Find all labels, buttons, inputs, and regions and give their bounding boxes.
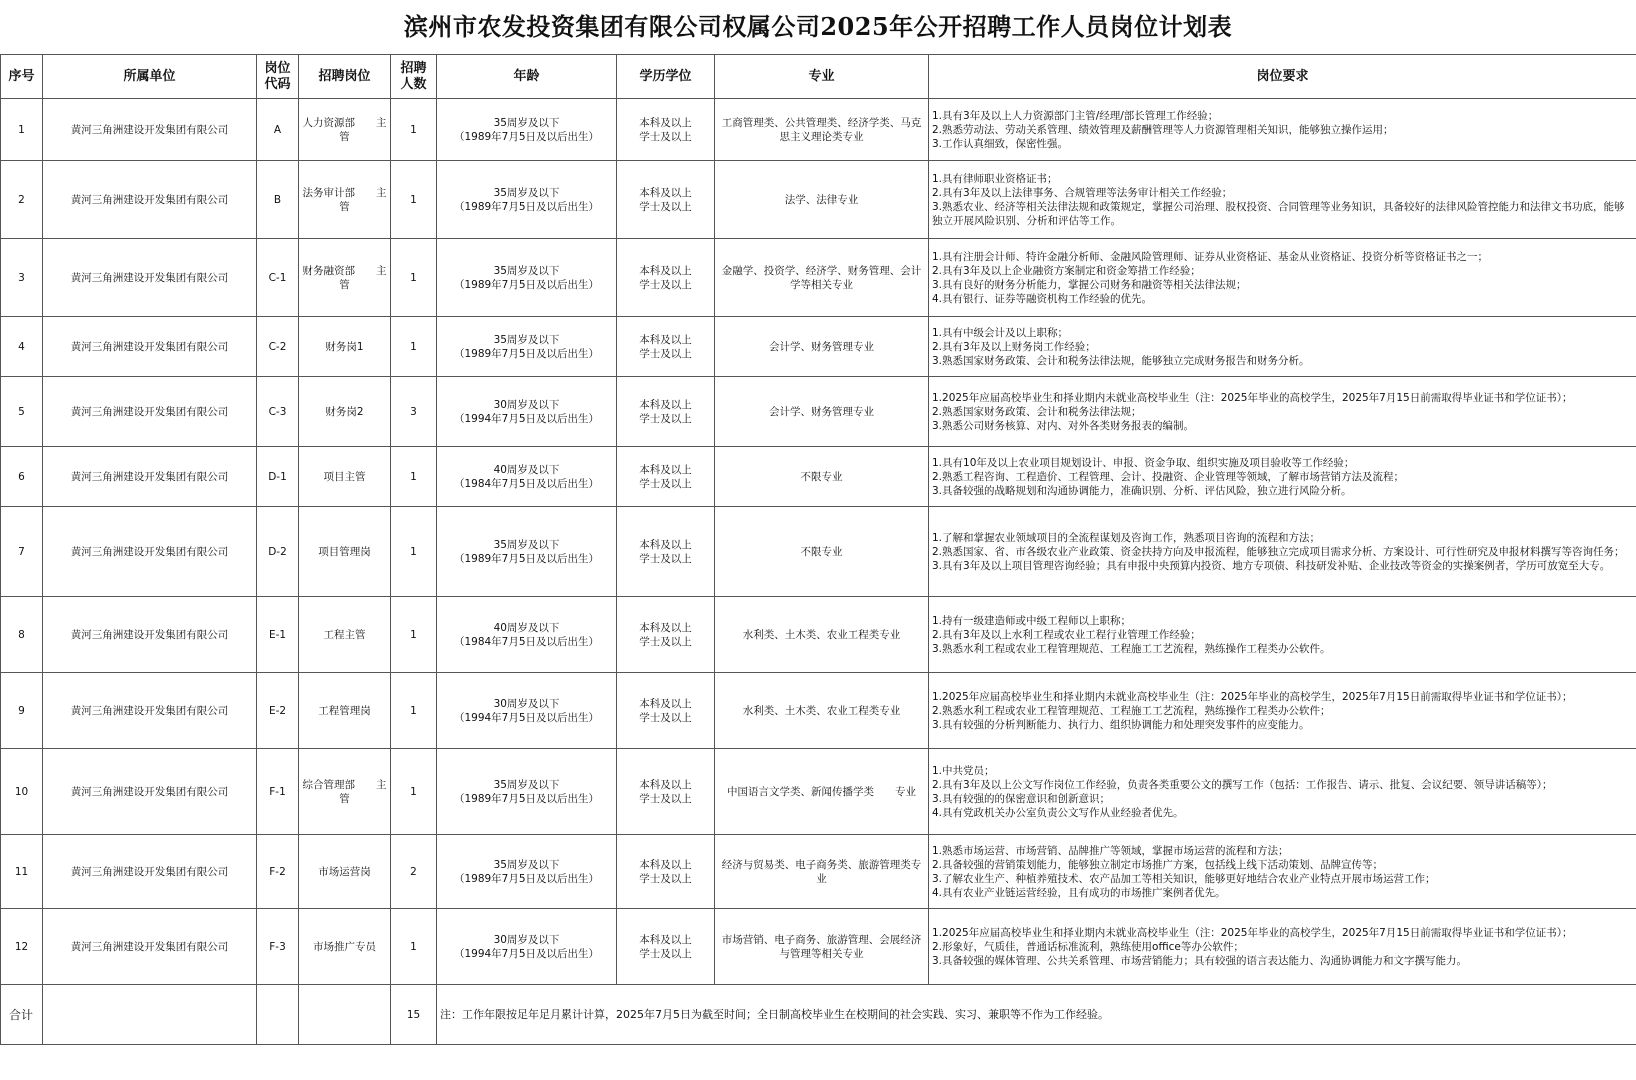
cell-education: 本科及以上 学士及以上 <box>617 161 715 239</box>
cell-requirements <box>929 99 1636 161</box>
header-position: 招聘岗位 <box>299 55 391 99</box>
cell-count: 1 <box>391 317 437 377</box>
total-count: 15 <box>391 985 437 1045</box>
cell-unit: 黄河三角洲建设开发集团有限公司 <box>43 317 257 377</box>
cell-code: F-2 <box>257 835 299 909</box>
cell-requirements <box>929 377 1636 447</box>
requirement-line: 3.具有3年及以上项目管理咨询经验；具有申报中央预算内投资、地方专项债、科技研发补贴、企业技改等资金的实操案例者，学历可放宽至大专。 <box>932 559 1611 572</box>
cell-position: 财务岗1 <box>299 317 391 377</box>
requirement-line: 1.具有3年及以上人力资源部门主管/经理/部长管理工作经验； <box>932 109 1219 122</box>
cell-seq: 1 <box>1 99 43 161</box>
total-empty-unit <box>43 985 257 1045</box>
header-unit: 所属单位 <box>43 55 257 99</box>
cell-major: 不限专业 <box>715 507 929 597</box>
table-row <box>1 597 1636 673</box>
cell-count: 1 <box>391 673 437 749</box>
requirement-line: 1.熟悉市场运营、市场营销、品牌推广等领域，掌握市场运营的流程和方法； <box>932 844 1289 857</box>
cell-unit: 黄河三角洲建设开发集团有限公司 <box>43 239 257 317</box>
cell-count: 1 <box>391 99 437 161</box>
cell-code: C-3 <box>257 377 299 447</box>
requirement-line: 2.具有3年及以上财务岗工作经验； <box>932 340 1096 353</box>
requirement-line: 2.具有3年及以上企业融资方案制定和资金筹措工作经验； <box>932 264 1201 277</box>
cell-major: 水利类、土木类、农业工程类专业 <box>715 597 929 673</box>
requirement-line: 1.2025年应届高校毕业生和择业期内未就业高校毕业生（注：2025年毕业的高校学生，2025年7月15日前需取得毕业证书和学位证书）； <box>932 391 1573 404</box>
requirement-line: 2.熟悉劳动法、劳动关系管理、绩效管理及薪酬管理等人力资源管理相关知识，能够独立操作运用； <box>932 123 1394 136</box>
requirement-line: 2.具有3年及以上法律事务、合规管理等法务审计相关工作经验； <box>932 186 1233 199</box>
cell-position: 工程主管 <box>299 597 391 673</box>
cell-major: 金融学、投资学、经济学、财务管理、会计学等相关专业 <box>715 239 929 317</box>
recruitment-table <box>0 54 1636 1045</box>
cell-major: 法学、法律专业 <box>715 161 929 239</box>
requirement-line: 3.具有较强的的保密意识和创新意识； <box>932 792 1111 805</box>
cell-unit: 黄河三角洲建设开发集团有限公司 <box>43 673 257 749</box>
cell-age: 35周岁及以下 （1989年7月5日及以后出生） <box>437 99 617 161</box>
cell-major: 不限专业 <box>715 447 929 507</box>
cell-requirements <box>929 597 1636 673</box>
cell-code: C-1 <box>257 239 299 317</box>
total-empty-position <box>299 985 391 1045</box>
cell-seq: 8 <box>1 597 43 673</box>
cell-seq: 2 <box>1 161 43 239</box>
requirement-line: 3.了解农业生产、种植养殖技术、农产品加工等相关知识，能够更好地结合农业产业特点开展市场运营工作； <box>932 872 1436 885</box>
cell-education: 本科及以上 学士及以上 <box>617 597 715 673</box>
cell-education: 本科及以上 学士及以上 <box>617 909 715 985</box>
cell-age: 40周岁及以下 （1984年7月5日及以后出生） <box>437 447 617 507</box>
cell-major: 中国语言文学类、新闻传播学类 专业 <box>715 749 929 835</box>
cell-unit: 黄河三角洲建设开发集团有限公司 <box>43 835 257 909</box>
requirement-line: 2.熟悉工程咨询、工程造价、工程管理、会计、投融资、企业管理等领域，了解市场营销方法及流程； <box>932 470 1405 483</box>
requirement-line: 1.中共党员； <box>932 764 995 777</box>
cell-age: 30周岁及以下 （1994年7月5日及以后出生） <box>437 673 617 749</box>
header-age: 年龄 <box>437 55 617 99</box>
header-requirements: 岗位要求 <box>929 55 1636 99</box>
cell-major: 经济与贸易类、电子商务类、旅游管理类专业 <box>715 835 929 909</box>
cell-major: 市场营销、电子商务、旅游管理、会展经济与管理等相关专业 <box>715 909 929 985</box>
cell-education: 本科及以上 学士及以上 <box>617 673 715 749</box>
requirement-line: 1.具有律师职业资格证书； <box>932 172 1058 185</box>
header-row <box>1 55 1636 99</box>
requirement-line: 2.具有3年及以上水利工程或农业工程行业管理工作经验； <box>932 628 1201 641</box>
cell-code: F-3 <box>257 909 299 985</box>
requirement-line: 1.具有10年及以上农业项目规划设计、申报、资金争取、组织实施及项目验收等工作经验； <box>932 456 1355 469</box>
total-empty-code <box>257 985 299 1045</box>
requirement-line: 3.具有较强的分析判断能力、执行力、组织协调能力和处理突发事件的应变能力。 <box>932 718 1310 731</box>
cell-count: 3 <box>391 377 437 447</box>
cell-position: 综合管理部 主管 <box>299 749 391 835</box>
cell-unit: 黄河三角洲建设开发集团有限公司 <box>43 597 257 673</box>
total-note: 注：工作年限按足年足月累计计算，2025年7月5日为截至时间；全日制高校毕业生在校期间的社会实践、实习、兼职等不作为工作经验。 <box>437 985 1636 1045</box>
table-row <box>1 161 1636 239</box>
cell-major: 水利类、土木类、农业工程类专业 <box>715 673 929 749</box>
cell-position: 市场运营岗 <box>299 835 391 909</box>
requirement-line: 3.熟悉农业、经济等相关法律法规和政策规定，掌握公司治理、股权投资、合同管理等业务知识，具备较好的法律风险管控能力和法律文书功底，能够独立开展风险识别、分析和评估等工作。 <box>932 200 1625 227</box>
cell-requirements <box>929 909 1636 985</box>
cell-education: 本科及以上 学士及以上 <box>617 317 715 377</box>
requirement-line: 2.熟悉国家、省、市各级农业产业政策、资金扶持方向及申报流程，能够独立完成项目需求分析、方案设计、可行性研究及申报材料撰写等咨询任务； <box>932 545 1625 558</box>
cell-position: 财务岗2 <box>299 377 391 447</box>
cell-seq: 11 <box>1 835 43 909</box>
table-row <box>1 909 1636 985</box>
cell-unit: 黄河三角洲建设开发集团有限公司 <box>43 507 257 597</box>
cell-age: 40周岁及以下 （1984年7月5日及以后出生） <box>437 597 617 673</box>
cell-code: E-1 <box>257 597 299 673</box>
cell-requirements <box>929 835 1636 909</box>
header-seq: 序号 <box>1 55 43 99</box>
cell-position: 财务融资部 主管 <box>299 239 391 317</box>
cell-position: 人力资源部 主管 <box>299 99 391 161</box>
cell-age: 35周岁及以下 （1989年7月5日及以后出生） <box>437 161 617 239</box>
cell-seq: 4 <box>1 317 43 377</box>
table-row <box>1 835 1636 909</box>
cell-age: 35周岁及以下 （1989年7月5日及以后出生） <box>437 507 617 597</box>
requirement-line: 1.具有注册会计师、特许金融分析师、金融风险管理师、证券从业资格证、基金从业资格证、投资分析等资格证书之一； <box>932 250 1489 263</box>
cell-unit: 黄河三角洲建设开发集团有限公司 <box>43 377 257 447</box>
total-label: 合计 <box>1 985 43 1045</box>
requirement-line: 3.具备较强的媒体管理、公共关系管理、市场营销能力；具有较强的语言表达能力、沟通协调能力和文字撰写能力。 <box>932 954 1468 967</box>
cell-position: 市场推广专员 <box>299 909 391 985</box>
table-row <box>1 99 1636 161</box>
cell-requirements <box>929 749 1636 835</box>
requirement-line: 3.工作认真细致，保密性强。 <box>932 137 1069 150</box>
cell-age: 35周岁及以下 （1989年7月5日及以后出生） <box>437 317 617 377</box>
cell-major: 会计学、财务管理专业 <box>715 317 929 377</box>
requirement-line: 1.了解和掌握农业领域项目的全流程谋划及咨询工作，熟悉项目咨询的流程和方法； <box>932 531 1321 544</box>
requirement-line: 2.形象好，气质佳，普通话标准流利，熟练使用office等办公软件； <box>932 940 1244 953</box>
cell-seq: 6 <box>1 447 43 507</box>
header-code: 岗位 代码 <box>257 55 299 99</box>
cell-position: 法务审计部 主管 <box>299 161 391 239</box>
cell-education: 本科及以上 学士及以上 <box>617 377 715 447</box>
requirement-line: 2.具备较强的营销策划能力，能够独立制定市场推广方案，包括线上线下活动策划、品牌宣传等； <box>932 858 1384 871</box>
cell-code: D-2 <box>257 507 299 597</box>
cell-seq: 5 <box>1 377 43 447</box>
cell-unit: 黄河三角洲建设开发集团有限公司 <box>43 99 257 161</box>
cell-unit: 黄河三角洲建设开发集团有限公司 <box>43 909 257 985</box>
requirement-line: 1.具有中级会计及以上职称； <box>932 326 1069 339</box>
cell-count: 1 <box>391 597 437 673</box>
cell-requirements <box>929 161 1636 239</box>
cell-requirements <box>929 447 1636 507</box>
cell-position: 项目主管 <box>299 447 391 507</box>
cell-seq: 9 <box>1 673 43 749</box>
cell-age: 35周岁及以下 （1989年7月5日及以后出生） <box>437 835 617 909</box>
cell-position: 项目管理岗 <box>299 507 391 597</box>
cell-code: F-1 <box>257 749 299 835</box>
cell-count: 1 <box>391 749 437 835</box>
requirement-line: 3.熟悉国家财务政策、会计和税务法律法规，能够独立完成财务报告和财务分析。 <box>932 354 1310 367</box>
requirement-line: 2.熟悉国家财务政策、会计和税务法律法规； <box>932 405 1142 418</box>
requirement-line: 2.熟悉水利工程或农业工程管理规范、工程施工工艺流程，熟练操作工程类办公软件； <box>932 704 1331 717</box>
cell-age: 30周岁及以下 （1994年7月5日及以后出生） <box>437 377 617 447</box>
requirement-line: 1.持有一级建造师或中级工程师以上职称； <box>932 614 1132 627</box>
requirement-line: 3.熟悉水利工程或农业工程管理规范、工程施工工艺流程，熟练操作工程类办公软件。 <box>932 642 1331 655</box>
requirement-line: 3.熟悉公司财务核算、对内、对外各类财务报表的编制。 <box>932 419 1195 432</box>
cell-count: 1 <box>391 161 437 239</box>
cell-age: 35周岁及以下 （1989年7月5日及以后出生） <box>437 749 617 835</box>
cell-education: 本科及以上 学士及以上 <box>617 239 715 317</box>
cell-education: 本科及以上 学士及以上 <box>617 447 715 507</box>
table-row <box>1 317 1636 377</box>
cell-education: 本科及以上 学士及以上 <box>617 99 715 161</box>
cell-seq: 12 <box>1 909 43 985</box>
table-row <box>1 749 1636 835</box>
cell-count: 1 <box>391 909 437 985</box>
table-row <box>1 239 1636 317</box>
cell-education: 本科及以上 学士及以上 <box>617 835 715 909</box>
cell-unit: 黄河三角洲建设开发集团有限公司 <box>43 161 257 239</box>
cell-code: D-1 <box>257 447 299 507</box>
requirement-line: 2.具有3年及以上公文写作岗位工作经验，负责各类重要公文的撰写工作（包括：工作报告、请示、批复、会议纪要、领导讲话稿等）； <box>932 778 1553 791</box>
cell-count: 2 <box>391 835 437 909</box>
cell-count: 1 <box>391 239 437 317</box>
page-title: 滨州市农发投资集团有限公司权属公司2025年公开招聘工作人员岗位计划表 <box>403 12 1233 41</box>
cell-count: 1 <box>391 447 437 507</box>
cell-seq: 7 <box>1 507 43 597</box>
requirement-line: 4.具有农业产业链运营经验，且有成功的市场推广案例者优先。 <box>932 886 1226 899</box>
cell-seq: 10 <box>1 749 43 835</box>
cell-code: A <box>257 99 299 161</box>
cell-count: 1 <box>391 507 437 597</box>
cell-code: E-2 <box>257 673 299 749</box>
cell-education: 本科及以上 学士及以上 <box>617 507 715 597</box>
cell-major: 工商管理类、公共管理类、经济学类、马克思主义理论类专业 <box>715 99 929 161</box>
cell-education: 本科及以上 学士及以上 <box>617 749 715 835</box>
table-row <box>1 447 1636 507</box>
table-row <box>1 507 1636 597</box>
requirement-line: 4.具有银行、证券等融资机构工作经验的优先。 <box>932 292 1153 305</box>
cell-requirements <box>929 507 1636 597</box>
cell-unit: 黄河三角洲建设开发集团有限公司 <box>43 749 257 835</box>
cell-seq: 3 <box>1 239 43 317</box>
header-education: 学历学位 <box>617 55 715 99</box>
cell-requirements <box>929 673 1636 749</box>
requirement-line: 1.2025年应届高校毕业生和择业期内未就业高校毕业生（注：2025年毕业的高校学生，2025年7月15日前需取得毕业证书和学位证书）； <box>932 926 1573 939</box>
table-row <box>1 377 1636 447</box>
header-major: 专业 <box>715 55 929 99</box>
cell-code: B <box>257 161 299 239</box>
cell-requirements <box>929 317 1636 377</box>
cell-age: 35周岁及以下 （1989年7月5日及以后出生） <box>437 239 617 317</box>
requirement-line: 1.2025年应届高校毕业生和择业期内未就业高校毕业生（注：2025年毕业的高校学生，2025年7月15日前需取得毕业证书和学位证书）； <box>932 690 1573 703</box>
requirement-line: 3.具备较强的战略规划和沟通协调能力，准确识别、分析、评估风险，独立进行风险分析。 <box>932 484 1352 497</box>
cell-major: 会计学、财务管理专业 <box>715 377 929 447</box>
header-count: 招聘 人数 <box>391 55 437 99</box>
cell-unit: 黄河三角洲建设开发集团有限公司 <box>43 447 257 507</box>
requirement-line: 4.具有党政机关办公室负责公文写作从业经验者优先。 <box>932 806 1184 819</box>
cell-requirements <box>929 239 1636 317</box>
total-row <box>1 985 1636 1045</box>
requirement-line: 3.具有良好的财务分析能力，掌握公司财务和融资等相关法律法规； <box>932 278 1247 291</box>
cell-code: C-2 <box>257 317 299 377</box>
cell-position: 工程管理岗 <box>299 673 391 749</box>
cell-age: 30周岁及以下 （1994年7月5日及以后出生） <box>437 909 617 985</box>
table-row <box>1 673 1636 749</box>
